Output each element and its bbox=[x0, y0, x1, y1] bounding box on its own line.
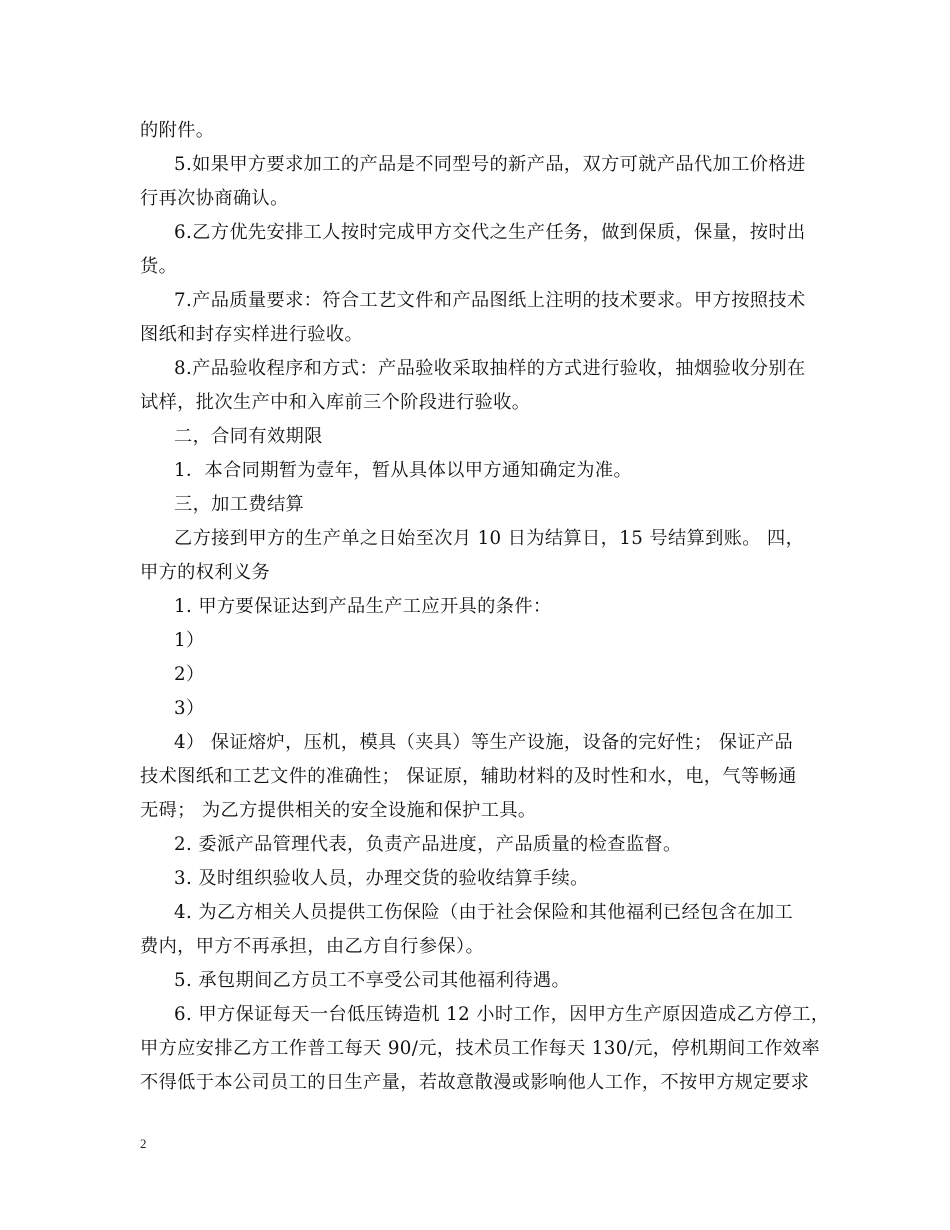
text-line: 的附件。 bbox=[140, 120, 215, 141]
document-body bbox=[140, 114, 830, 1100]
text-line: 2） bbox=[174, 664, 205, 685]
text-line: 甲方应安排乙方工作普工每天 90/元，技术员工作每天 130/元，停机期间工作效率 bbox=[140, 1038, 821, 1059]
text-line: 4） 保证熔炉，压机，模具（夹具）等生产设施，设备的完好性； 保证产品 bbox=[174, 732, 794, 753]
text-line: 5.如果甲方要求加工的产品是不同型号的新产品，双方可就产品代加工价格进 bbox=[174, 154, 806, 175]
text-line: 货。 bbox=[140, 256, 178, 277]
text-line: 2. 委派产品管理代表，负责产品进度，产品质量的检查监督。 bbox=[174, 834, 682, 855]
text-line: 不得低于本公司员工的日生产量，若故意散漫或影响他人工作，不按甲方规定要求 bbox=[140, 1072, 810, 1093]
text-line: 三，加工费结算 bbox=[174, 494, 305, 515]
text-line: 二，合同有效期限 bbox=[174, 426, 323, 447]
text-line: 技术图纸和工艺文件的准确性； 保证原，辅助材料的及时性和水，电，气等畅通 bbox=[140, 766, 797, 787]
page-number: 2 bbox=[140, 1136, 147, 1151]
text-line: 甲方的权利义务 bbox=[140, 562, 271, 583]
text-line: 图纸和封存实样进行验收。 bbox=[140, 324, 364, 345]
text-line: 5. 承包期间乙方员工不享受公司其他福利待遇。 bbox=[174, 970, 571, 991]
text-line: 1．本合同期暂为壹年，暂从具体以甲方通知确定为准。 bbox=[174, 460, 633, 481]
text-line: 4. 为乙方相关人员提供工伤保险（由于社会保险和其他福利已经包含在加工 bbox=[174, 902, 794, 923]
text-line: 1. 甲方要保证达到产品生产工应开具的条件： bbox=[174, 596, 552, 617]
text-line: 乙方接到甲方的生产单之日始至次月 10 日为结算日，15 号结算到账。 四， bbox=[174, 528, 805, 549]
text-line: 6.乙方优先安排工人按时完成甲方交代之生产任务，做到保质，保量，按时出 bbox=[174, 222, 806, 243]
text-line: 3） bbox=[174, 698, 205, 719]
text-line: 6. 甲方保证每天一台低压铸造机 12 小时工作，因甲方生产原因造成乙方停工， bbox=[174, 1004, 830, 1025]
text-line: 7.产品质量要求：符合工艺文件和产品图纸上注明的技术要求。甲方按照技术 bbox=[174, 290, 806, 311]
text-line: 无碍； 为乙方提供相关的安全设施和保护工具。 bbox=[140, 800, 537, 821]
text-line: 试样，批次生产中和入库前三个阶段进行验收。 bbox=[140, 392, 531, 413]
text-line: 1） bbox=[174, 630, 205, 651]
text-line: 3. 及时组织验收人员，办理交货的验收结算手续。 bbox=[174, 868, 589, 889]
text-line: 8.产品验收程序和方式：产品验收采取抽样的方式进行验收，抽烟验收分别在 bbox=[174, 358, 806, 379]
text-line: 费内，甲方不再承担，由乙方自行参保）。 bbox=[140, 936, 485, 957]
text-line: 行再次协商确认。 bbox=[140, 188, 289, 209]
